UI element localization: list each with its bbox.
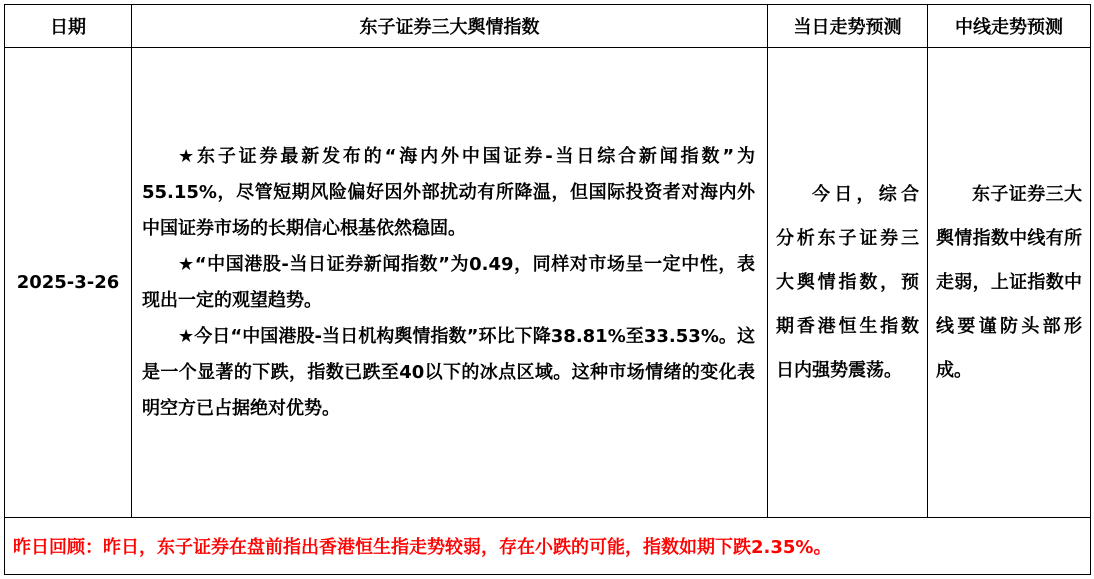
date-cell: 2025-3-26: [5, 48, 132, 518]
midterm-forecast-cell: [928, 48, 1091, 518]
index-commentary-cell: [132, 48, 768, 518]
daily-forecast-cell: [768, 48, 928, 518]
data-row: [5, 48, 1091, 518]
header-midterm-forecast: 中线走势预测: [928, 5, 1091, 48]
footer-row: [5, 518, 1091, 575]
header-date: 日期: [5, 5, 132, 48]
midterm-forecast-text: 东子证券三大舆情指数中线有所走弱，上证指数中线要谨防头部形成。: [936, 183, 1082, 381]
yesterday-recap: 昨日回顾：昨日，东子证券在盘前指出香港恒生指走势较弱，存在小跌的可能，指数如期下跌2.35%。: [5, 518, 1091, 575]
daily-forecast-text: 今日，综合分析东子证券三大舆情指数，预期香港恒生指数日内强势震荡。: [776, 183, 919, 381]
commentary-paragraph: ★今日“中国港股-当日机构舆情指数”环比下降38.81%至33.53%。这是一个显著的下跌，指数已跌至40以下的冰点区域。这种市场情绪的变化表明空方已占据绝对优势。: [142, 325, 755, 419]
header-daily-forecast: 当日走势预测: [768, 5, 928, 48]
header-row: [5, 5, 1091, 48]
commentary-paragraph: ★东子证券最新发布的“海内外中国证券-当日综合新闻指数”为55.15%，尽管短期风险偏好因外部扰动有所降温，但国际投资者对海内外中国证券市场的长期信心根基依然稳固。: [142, 145, 755, 239]
commentary-paragraph: ★“中国港股-当日证券新闻指数”为0.49，同样对市场呈一定中性，表现出一定的观望趋势。: [142, 253, 755, 311]
header-index: 东子证券三大舆情指数: [132, 5, 768, 48]
sentiment-report-table: [4, 4, 1091, 575]
